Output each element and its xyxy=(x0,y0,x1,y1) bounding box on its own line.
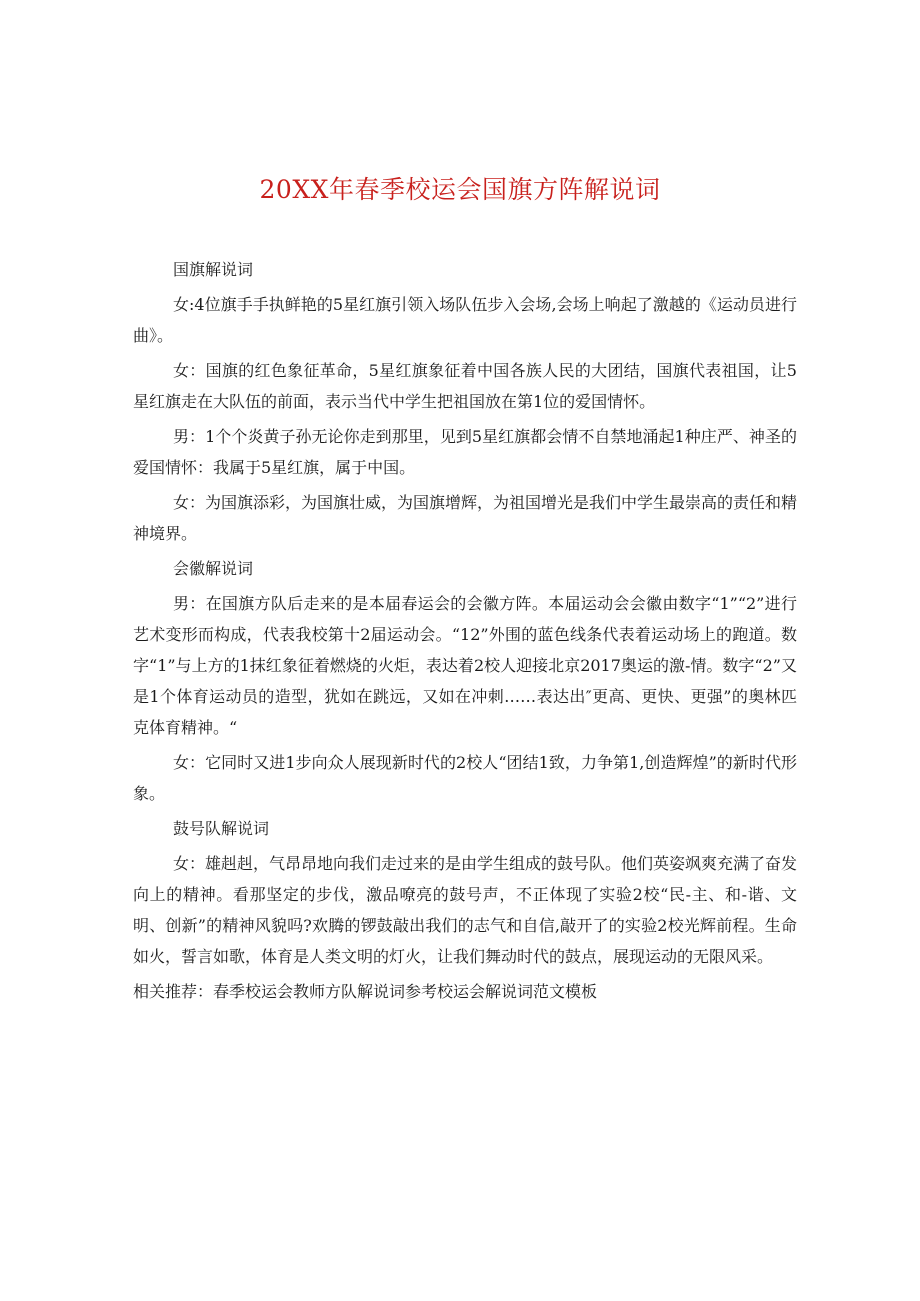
paragraph: 女：它同时又进1步向众人展现新时代的2校人“团结1致，力争第1,创造辉煌”的新时代形象。 xyxy=(133,753,797,803)
section-heading-flag: 国旗解说词 xyxy=(173,260,254,279)
document-body xyxy=(133,254,797,1011)
section-heading-drum-band: 鼓号队解说词 xyxy=(173,819,270,838)
paragraph: 女:4位旗手手执鲜艳的5星红旗引领入场队伍步入会场,会场上响起了激越的《运动员进行曲》。 xyxy=(133,295,797,345)
document-title: 20XX年春季校运会国旗方阵解说词 xyxy=(259,175,661,204)
related-recommendations: 相关推荐：春季校运会教师方队解说词参考校运会解说词范文模板 xyxy=(133,982,598,1001)
paragraph: 男：在国旗方队后走来的是本届春运会的会徽方阵。本届运动会会徽由数字“1”“2”进行艺术变形而构成，代表我校第十2届运动会。“12”外围的蓝色线条代表着运动场上的跑道。数字“1”与上方的1抹红象征着燃烧的火炬，表达着2校人迎接北京2017奥运的激-情。数字“2”又是1个体育运动员的造型，犹如在跳远，又如在冲刺……表达出″更高、更快、更强”的奥林匹克体育精神。“ xyxy=(133,594,797,737)
paragraph: 女：雄赳赳，气昂昂地向我们走过来的是由学生组成的鼓号队。他们英姿飒爽充满了奋发向上的精神。看那坚定的步伐，激品嘹亮的鼓号声，不正体现了实验2校“民-主、和-谐、文明、创新”的精神风貌吗?欢腾的锣鼓敲出我们的志气和自信,敲开了的实验2校光辉前程。生命如火，誓言如歌，体育是人类文明的灯火，让我们舞动时代的鼓点，展现运动的无限风采。 xyxy=(133,854,798,966)
section-heading-emblem: 会徽解说词 xyxy=(173,559,254,578)
paragraph: 女：国旗的红色象征革命，5星红旗象征着中国各族人民的大团结，国旗代表祖国，让5星红旗走在大队伍的前面，表示当代中学生把祖国放在第1位的爱国情怀。 xyxy=(133,361,797,411)
paragraph: 女：为国旗添彩，为国旗壮威，为国旗增辉，为祖国增光是我们中学生最崇高的责任和精神境界。 xyxy=(133,493,798,543)
paragraph: 男：1个个炎黄子孙无论你走到那里，见到5星红旗都会情不自禁地涌起1种庄严、神圣的爱国情怀：我属于5星红旗，属于中国。 xyxy=(133,427,797,477)
